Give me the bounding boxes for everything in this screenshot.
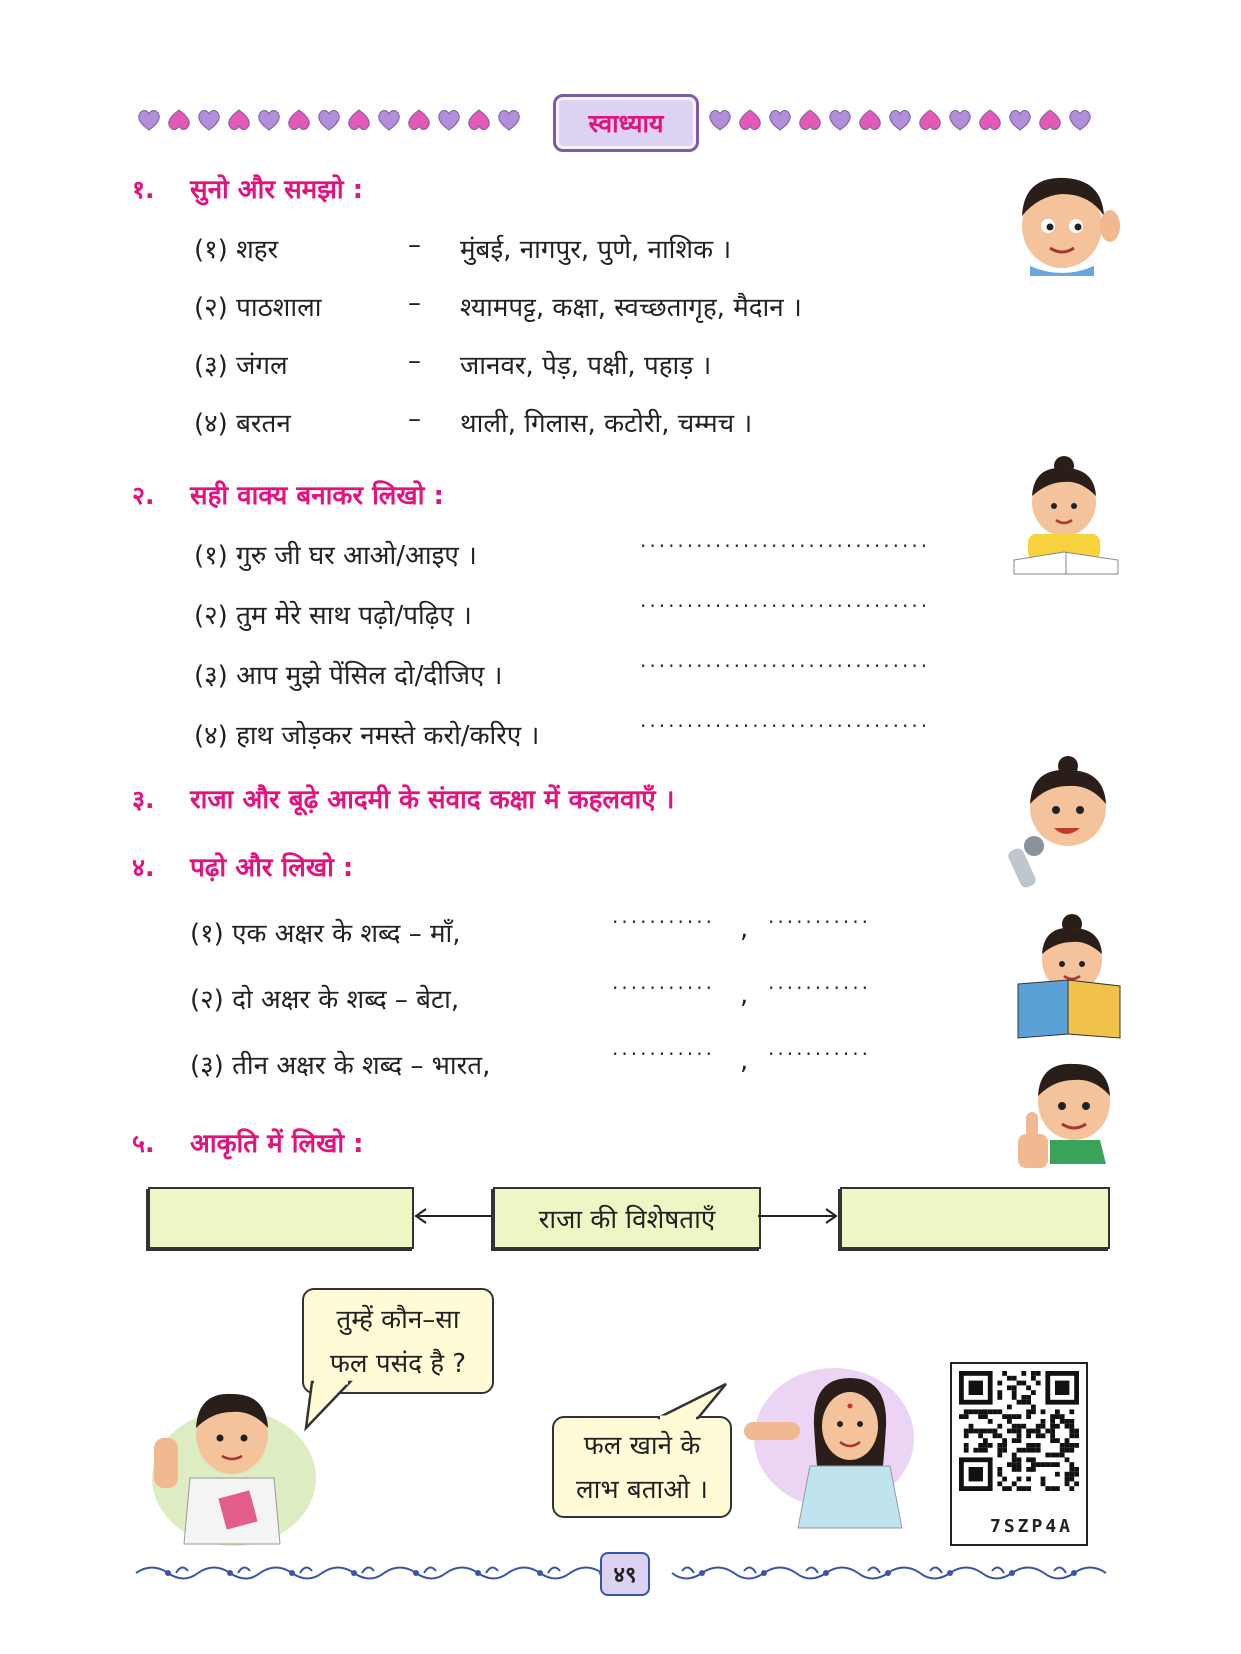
q4-number: ४. xyxy=(132,853,155,882)
girl-illustration xyxy=(734,1362,924,1532)
heart-icon xyxy=(255,106,283,134)
q1-title: सुनो और समझो : xyxy=(190,175,364,205)
q2-answer-blank[interactable]: ............................... xyxy=(640,528,931,552)
q4-blank-2[interactable]: ........... xyxy=(768,1036,871,1060)
boy-thumbs-up-illustration xyxy=(1010,1052,1122,1172)
girl-writing-illustration xyxy=(1014,452,1124,582)
q4-title: पढ़ो और लिखो : xyxy=(190,853,354,883)
heart-icon xyxy=(405,106,433,134)
q4-blank-1[interactable]: ........... xyxy=(612,904,715,928)
heart-icon xyxy=(796,106,824,134)
q4-item: (१) एक अक्षर के शब्द – माँ, xyxy=(190,919,461,949)
q2-sentence: (१) गुरु जी घर आओ/आइए । xyxy=(194,541,477,571)
heart-icon xyxy=(766,106,794,134)
boy-listening-illustration xyxy=(1010,166,1120,276)
left-arrow xyxy=(412,1206,494,1226)
q1-row-dash: – xyxy=(408,404,421,434)
heart-icon xyxy=(976,106,1004,134)
page-title: स्वाध्याय xyxy=(553,94,699,152)
q5-number: ५. xyxy=(132,1129,155,1158)
q1-row-value: जानवर, पेड़, पक्षी, पहाड़ । xyxy=(460,351,712,381)
heart-icon xyxy=(435,106,463,134)
heart-icon xyxy=(375,106,403,134)
heart-icon xyxy=(856,106,884,134)
q1-row-value: श्यामपट्ट, कक्षा, स्वच्छतागृह, मैदान । xyxy=(460,293,802,323)
q1-row-label: (२) पाठशाला xyxy=(194,293,322,323)
q1-row-label: (१) शहर xyxy=(194,235,279,265)
heart-icon xyxy=(195,106,223,134)
q4-blank-1[interactable]: ........... xyxy=(612,970,715,994)
heart-icon xyxy=(315,106,343,134)
right-answer-box[interactable] xyxy=(840,1187,1110,1249)
q2-answer-blank[interactable]: ............................... xyxy=(640,588,931,612)
heart-icon xyxy=(886,106,914,134)
q1-row-label: (३) जंगल xyxy=(194,351,288,381)
footer-ornament-left xyxy=(136,1558,594,1588)
heart-icon xyxy=(465,106,493,134)
q4-blank-2[interactable]: ........... xyxy=(768,904,871,928)
heart-icon xyxy=(706,106,734,134)
q2-sentence: (२) तुम मेरे साथ पढ़ो/पढ़िए । xyxy=(194,601,472,631)
q1-number: १. xyxy=(132,175,155,204)
q4-blank-1[interactable]: ........... xyxy=(612,1036,715,1060)
right-arrow xyxy=(758,1206,840,1226)
heart-icon xyxy=(285,106,313,134)
q4-comma: , xyxy=(740,1046,749,1076)
q4-item: (३) तीन अक्षर के शब्द – भारत, xyxy=(190,1051,491,1081)
heart-icon xyxy=(345,106,373,134)
heart-icon xyxy=(495,106,523,134)
heart-icon xyxy=(736,106,764,134)
q2-sentence: (३) आप मुझे पेंसिल दो/दीजिए । xyxy=(194,661,503,691)
heart-icon xyxy=(826,106,854,134)
q1-row-dash: – xyxy=(408,230,421,260)
q2-answer-blank[interactable]: ............................... xyxy=(640,708,931,732)
girl-reading-illustration xyxy=(1014,910,1124,1040)
q1-row-value: थाली, गिलास, कटोरी, चम्मच । xyxy=(460,409,753,439)
q2-answer-blank[interactable]: ............................... xyxy=(640,648,931,672)
left-answer-box[interactable] xyxy=(148,1187,414,1249)
girl-bubble-line: फल खाने के xyxy=(583,1431,701,1461)
boy-bubble-line: फल पसंद है ? xyxy=(329,1349,467,1379)
boy-illustration xyxy=(138,1378,318,1548)
q1-row-dash: – xyxy=(408,346,421,376)
qr-code-icon[interactable] xyxy=(954,1366,1084,1506)
page-number: ४९ xyxy=(600,1552,650,1596)
q3-title: राजा और बूढ़े आदमी के संवाद कक्षा में कहलवाएँ । xyxy=(190,785,675,815)
heart-icon xyxy=(135,106,163,134)
heart-icon xyxy=(1066,106,1094,134)
boy-bubble-line: तुम्हें कौन–सा xyxy=(336,1305,460,1335)
q2-title: सही वाक्य बनाकर लिखो : xyxy=(190,481,444,511)
center-label-box: राजा की विशेषताएँ xyxy=(493,1187,761,1249)
heart-icon xyxy=(1036,106,1064,134)
heart-icon xyxy=(165,106,193,134)
q2-sentence: (४) हाथ जोड़कर नमस्ते करो/करिए । xyxy=(194,721,540,751)
left-heart-border xyxy=(135,98,523,142)
girl-speech-bubble xyxy=(552,1416,732,1518)
q4-blank-2[interactable]: ........... xyxy=(768,970,871,994)
right-heart-border xyxy=(706,98,1094,142)
heart-icon xyxy=(1006,106,1034,134)
heart-icon xyxy=(225,106,253,134)
heart-icon xyxy=(946,106,974,134)
q2-number: २. xyxy=(132,481,155,510)
girl-bubble-tail xyxy=(650,1384,730,1420)
q1-row-value: मुंबई, नागपुर, पुणे, नाशिक । xyxy=(460,235,732,265)
q1-row-dash: – xyxy=(408,288,421,318)
q5-title: आकृति में लिखो : xyxy=(190,1129,364,1159)
girl-bubble-line: लाभ बताओ । xyxy=(575,1475,709,1505)
q4-item: (२) दो अक्षर के शब्द – बेटा, xyxy=(190,985,460,1015)
q1-row-label: (४) बरतन xyxy=(194,409,291,439)
heart-icon xyxy=(916,106,944,134)
qr-code-label: 7SZP4A xyxy=(990,1516,1074,1537)
girl-microphone-illustration xyxy=(1004,752,1120,892)
q4-comma: , xyxy=(740,980,749,1010)
boy-speech-bubble xyxy=(302,1288,494,1394)
footer-ornament-right xyxy=(652,1558,1106,1588)
q3-number: ३. xyxy=(132,785,155,814)
q4-comma: , xyxy=(740,914,749,944)
